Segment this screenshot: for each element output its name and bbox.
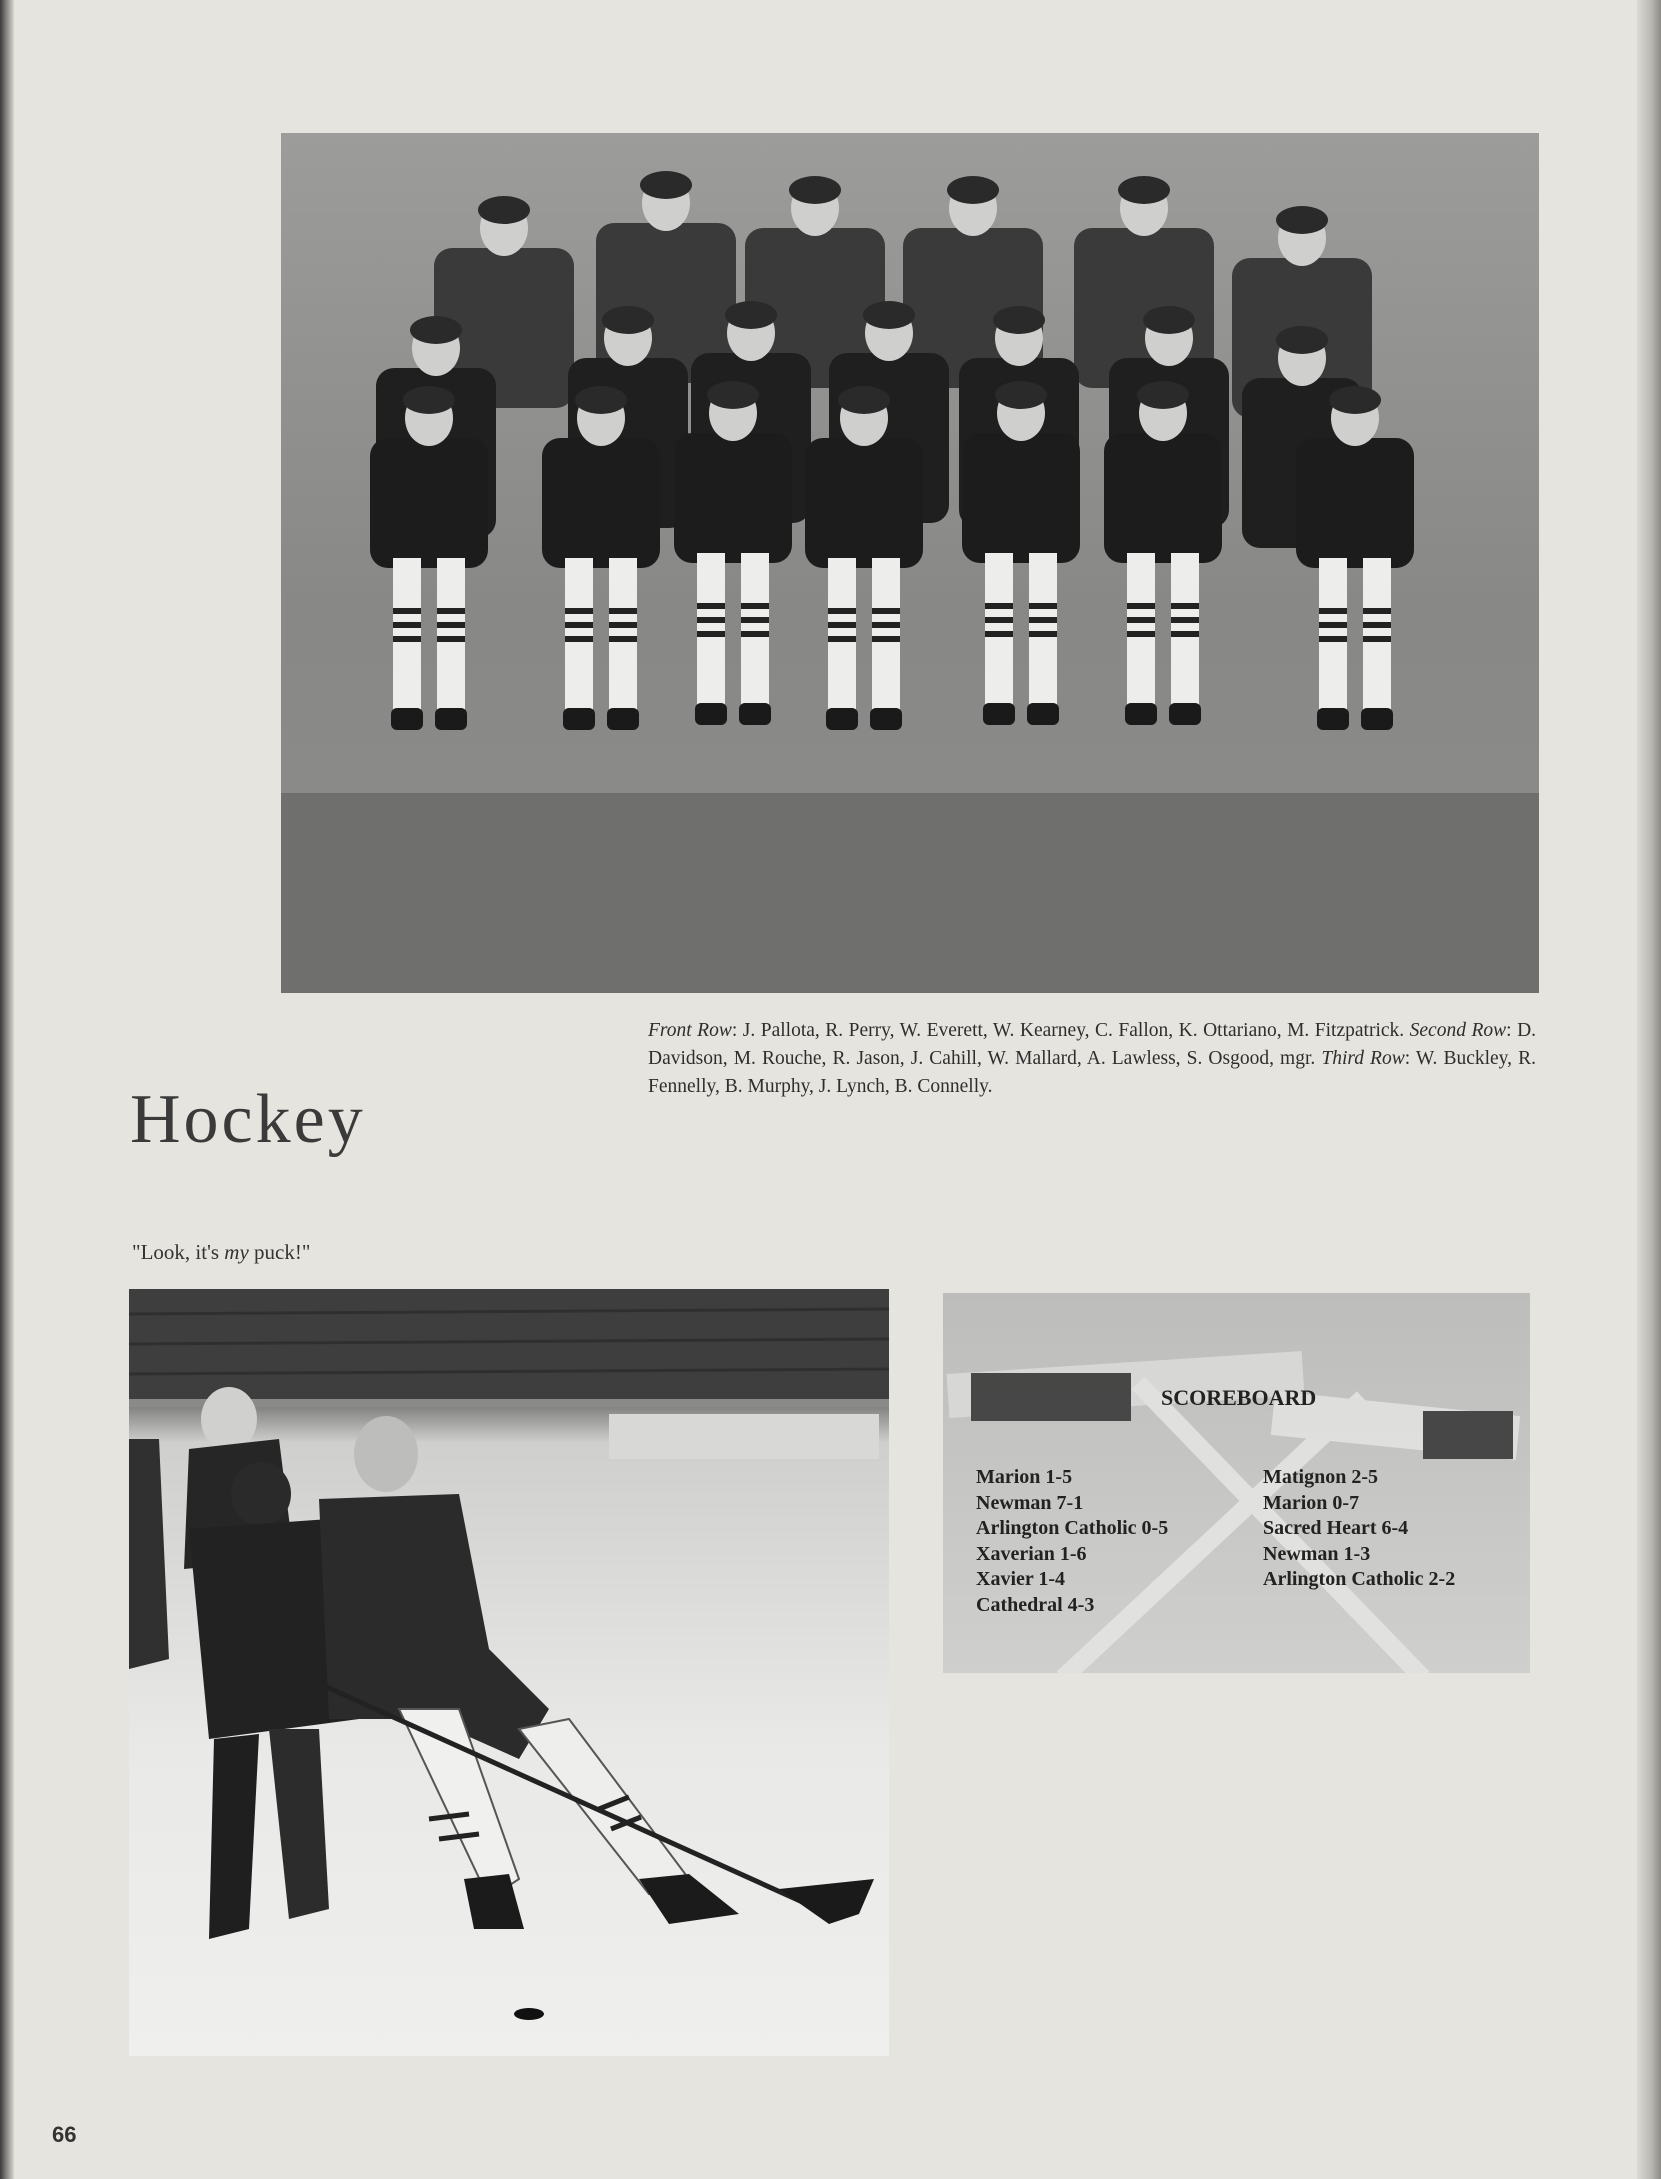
page-title: Hockey (130, 1081, 366, 1158)
page-spine-left (0, 0, 14, 2179)
scoreboard-title: SCOREBOARD (1161, 1385, 1317, 1410)
score-item: Marion 0-7 (1263, 1491, 1360, 1514)
player-figure (1074, 176, 1214, 388)
quote-before: "Look, it's (132, 1240, 225, 1264)
score-item: Newman 1-3 (1263, 1542, 1371, 1565)
score-item: Marion 1-5 (976, 1466, 1073, 1488)
score-item: Xaverian 1-6 (976, 1542, 1087, 1565)
score-item: Cathedral 4-3 (976, 1593, 1095, 1616)
quote-emphasis: my (224, 1240, 249, 1264)
team-photo-art (281, 133, 1539, 993)
caption-second-row-label: Second Row (1409, 1020, 1507, 1041)
scoreboard-box (943, 1293, 1530, 1673)
score-item: Newman 7-1 (976, 1491, 1084, 1514)
team-photo (281, 133, 1539, 993)
score-item: Arlington Catholic 2-2 (1263, 1568, 1456, 1590)
caption-front-row-names: J. Pallota, R. Perry, W. Everett, W. Kearney, C. Fallon, K. Ottariano, M. Fitzpatrick. (742, 1020, 1405, 1041)
quote-after: puck!" (248, 1240, 311, 1264)
hockey-action-photo (129, 1289, 889, 2056)
score-item: Arlington Catholic 0-5 (976, 1517, 1169, 1539)
page-number: 66 (52, 2122, 77, 2147)
scoreboard-right-column (1263, 1465, 1455, 1593)
page-edge-right (1637, 0, 1661, 2179)
team-players-group (370, 171, 1414, 730)
team-photo-caption: Front Row: J. Pallota, R. Perry, W. Everett, W. Kearney, C. Fallon, K. Ottariano, M. Fitzpatrick. Second Row: D. Davidson, M. Rouche, R. Jason, J. Cahill, W. Mallard, A. Lawless, S. Osgood, mgr. Third Row: W. Buckley, R. Fennelly, B. Murphy, J. Lynch, B. Connelly. (648, 1020, 1537, 1097)
score-item: Sacred Heart 6-4 (1263, 1517, 1409, 1539)
caption-third-row-names: W. Buckley, R. Fennelly, B. Murphy, J. Lynch, B. Connelly. (648, 1048, 1536, 1097)
score-item: Xavier 1-4 (976, 1568, 1066, 1590)
caption-front-row-label: Front Row (648, 1020, 732, 1041)
caption-third-row-label: Third Row (1321, 1048, 1405, 1069)
caption-second-row-names: D. Davidson, M. Rouche, R. Jason, J. Cahill, W. Mallard, A. Lawless, S. Osgood, mgr. (648, 1020, 1537, 1069)
score-item: Matignon 2-5 (1263, 1466, 1378, 1488)
action-photo-caption (132, 1240, 310, 1265)
scoreboard-left-column (976, 1465, 1168, 1618)
action-photo-art (129, 1289, 889, 2056)
